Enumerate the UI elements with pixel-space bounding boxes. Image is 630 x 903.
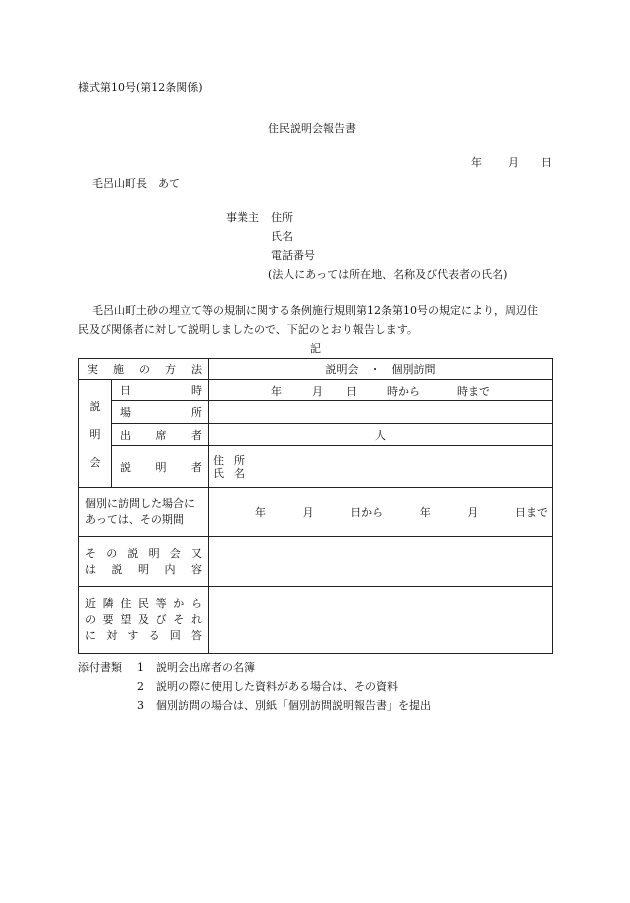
- body-text-line-1: 毛呂山町土砂の埋立て等の規制に関する条例施行規則第12条第10号の規定により，周辺住: [92, 304, 538, 317]
- date-month: 月: [508, 156, 519, 169]
- date-day: 日: [541, 156, 552, 169]
- method-label-cell: 実 施 の 方 法: [79, 359, 209, 380]
- requests-value-cell[interactable]: [209, 587, 553, 654]
- requests-row: [79, 587, 553, 654]
- method-row: [79, 359, 553, 380]
- attachment-number: 1: [137, 661, 144, 674]
- body-text-line-2: 民及び関係者に対して説明しましたので、下記のとおり報告します。: [78, 323, 418, 336]
- addressee: 毛呂山町長 あて: [92, 177, 180, 190]
- ki-heading: 記: [310, 342, 321, 355]
- applicant-label: 事業主: [226, 211, 259, 224]
- date-year: 年: [471, 156, 482, 169]
- presenter-row: [79, 446, 553, 488]
- attachment-number: 3: [137, 699, 144, 712]
- attachments-label: 添付書類: [78, 661, 122, 674]
- attendees-label-cell: 出 席 者: [112, 424, 209, 446]
- datetime-label-cell: 日 時: [112, 380, 209, 401]
- attachment-item: 説明の際に使用した資料がある場合は、その資料: [156, 680, 398, 693]
- applicant-note: (法人にあっては所在地、名称及び代表者の氏名): [268, 268, 508, 281]
- report-table: [78, 358, 553, 654]
- visit-period-row: [79, 488, 553, 537]
- content-label-cell: そ の 説 明 会 又 は 説 明 内 容: [79, 537, 209, 587]
- form-number: 様式第10号(第12条関係): [78, 81, 203, 94]
- presenter-value-cell[interactable]: 住 所 氏 名: [209, 446, 553, 488]
- attendees-value-cell[interactable]: 人: [209, 424, 553, 446]
- datetime-row: [79, 380, 553, 401]
- place-row: [79, 401, 553, 424]
- attachment-number: 2: [137, 680, 144, 693]
- briefing-group-label: 説 明 会: [79, 380, 112, 488]
- content-value-cell[interactable]: [209, 537, 553, 587]
- attachment-item: 個別訪問の場合は、別紙「個別訪問説明報告書」を提出: [156, 699, 431, 712]
- place-value-cell[interactable]: [209, 401, 553, 424]
- visit-period-label-cell: 個別に訪問した場合に あっては、その期間: [79, 488, 209, 537]
- place-label-cell: 場 所: [112, 401, 209, 424]
- method-value-cell[interactable]: 説明会 ・ 個別訪問: [209, 359, 553, 380]
- document-title: 住民説明会報告書: [268, 122, 356, 135]
- visit-period-value-cell[interactable]: 年 月 日から 年 月 日まで: [209, 488, 553, 537]
- presenter-label-cell: 説 明 者: [112, 446, 209, 488]
- applicant-phone-label: 電話番号: [271, 249, 315, 262]
- content-row: [79, 537, 553, 587]
- requests-label-cell: 近 隣 住 民 等 か ら の 要 望 及 び そ れ に 対 す る 回 答: [79, 587, 209, 654]
- attachment-item: 説明会出席者の名簿: [156, 661, 255, 674]
- applicant-name-label: 氏名: [271, 230, 293, 243]
- datetime-value-cell[interactable]: 年 月 日 時から 時まで: [209, 380, 553, 401]
- attendees-row: [79, 424, 553, 446]
- applicant-address-label: 住所: [271, 211, 293, 224]
